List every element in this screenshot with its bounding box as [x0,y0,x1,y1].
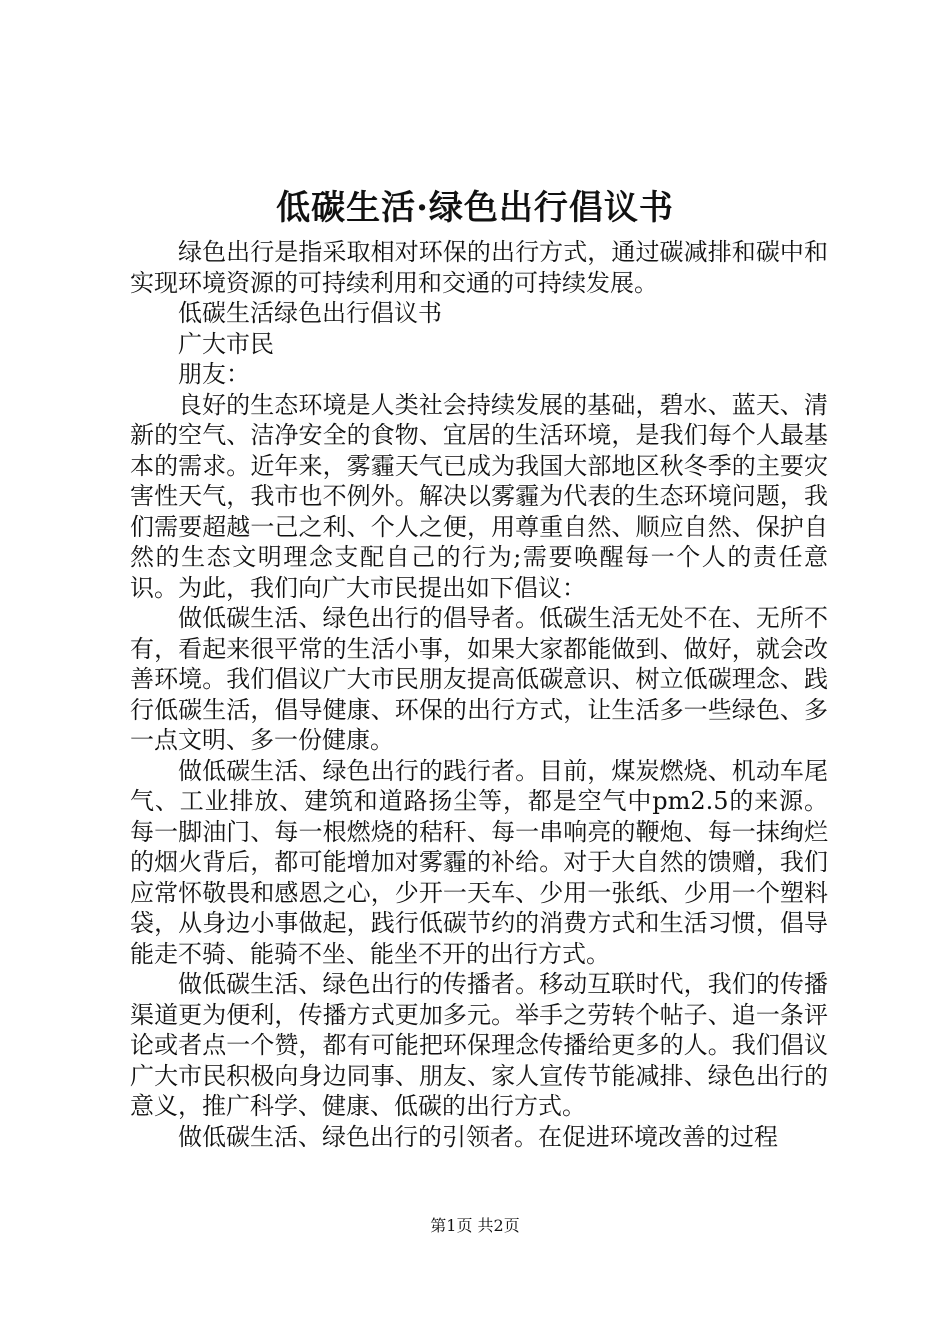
body-paragraph: 做低碳生活、绿色出行的传播者。移动互联时代，我们的传播渠道更为便利，传播方式更加多元。举手之劳转个帖子、追一条评论或者点一个赞，都有可能把环保理念传播给更多的人。我们倡议广大市民积极向身边同事、朋友、家人宣传节能减排、绿色出行的意义，推广科学、健康、低碳的出行方式。 [130,970,828,1120]
body-paragraph: 做低碳生活、绿色出行的倡导者。低碳生活无处不在、无所不有，看起来很平常的生活小事，如果大家都能做到、做好，就会改善环境。我们倡议广大市民朋友提高低碳意识、树立低碳理念、践行低碳生活，倡导健康、环保的出行方式，让生活多一些绿色、多一点文明、多一份健康。 [130,604,828,754]
salutation-line-1: 广大市民 [178,329,274,358]
page-number-footer: 第1页 共2页 [430,1216,520,1235]
document-title: 低碳生活·绿色出行倡议书 [276,188,674,228]
proposal-heading: 低碳生活绿色出行倡议书 [178,299,442,327]
document-body [130,237,828,1152]
body-paragraph: 良好的生态环境是人类社会持续发展的基础，碧水、蓝天、清新的空气、洁净安全的食物、宜居的生活环境，是我们每个人最基本的需求。近年来，雾霾天气已成为我国大部地区秋冬季的主要灾害性天气，我市也不例外。解决以雾霾为代表的生态环境问题，我们需要超越一己之利、个人之便，用尊重自然、顺应自然、保护自然的生态文明理念支配自己的行为;需要唤醒每一个人的责任意识。为此，我们向广大市民提出如下倡议： [130,390,828,602]
salutation-line-2: 朋友： [178,360,250,388]
intro-paragraph: 绿色出行是指采取相对环保的出行方式，通过碳减排和碳中和实现环境资源的可持续利用和交通的可持续发展。 [130,238,828,297]
body-paragraph: 做低碳生活、绿色出行的践行者。目前，煤炭燃烧、机动车尾气、工业排放、建筑和道路扬尘等，都是空气中pm2.5的来源。每一脚油门、每一根燃烧的秸秆、每一串响亮的鞭炮、每一抹绚烂的烟火背后，都可能增加对雾霾的补给。对于大自然的馈赠，我们应常怀敬畏和感恩之心，少开一天车、少用一张纸、少用一个塑料袋，从身边小事做起，践行低碳节约的消费方式和生活习惯，倡导能走不骑、能骑不坐、能坐不开的出行方式。 [130,756,828,968]
body-paragraph: 做低碳生活、绿色出行的引领者。在促进环境改善的过程 [178,1122,778,1151]
